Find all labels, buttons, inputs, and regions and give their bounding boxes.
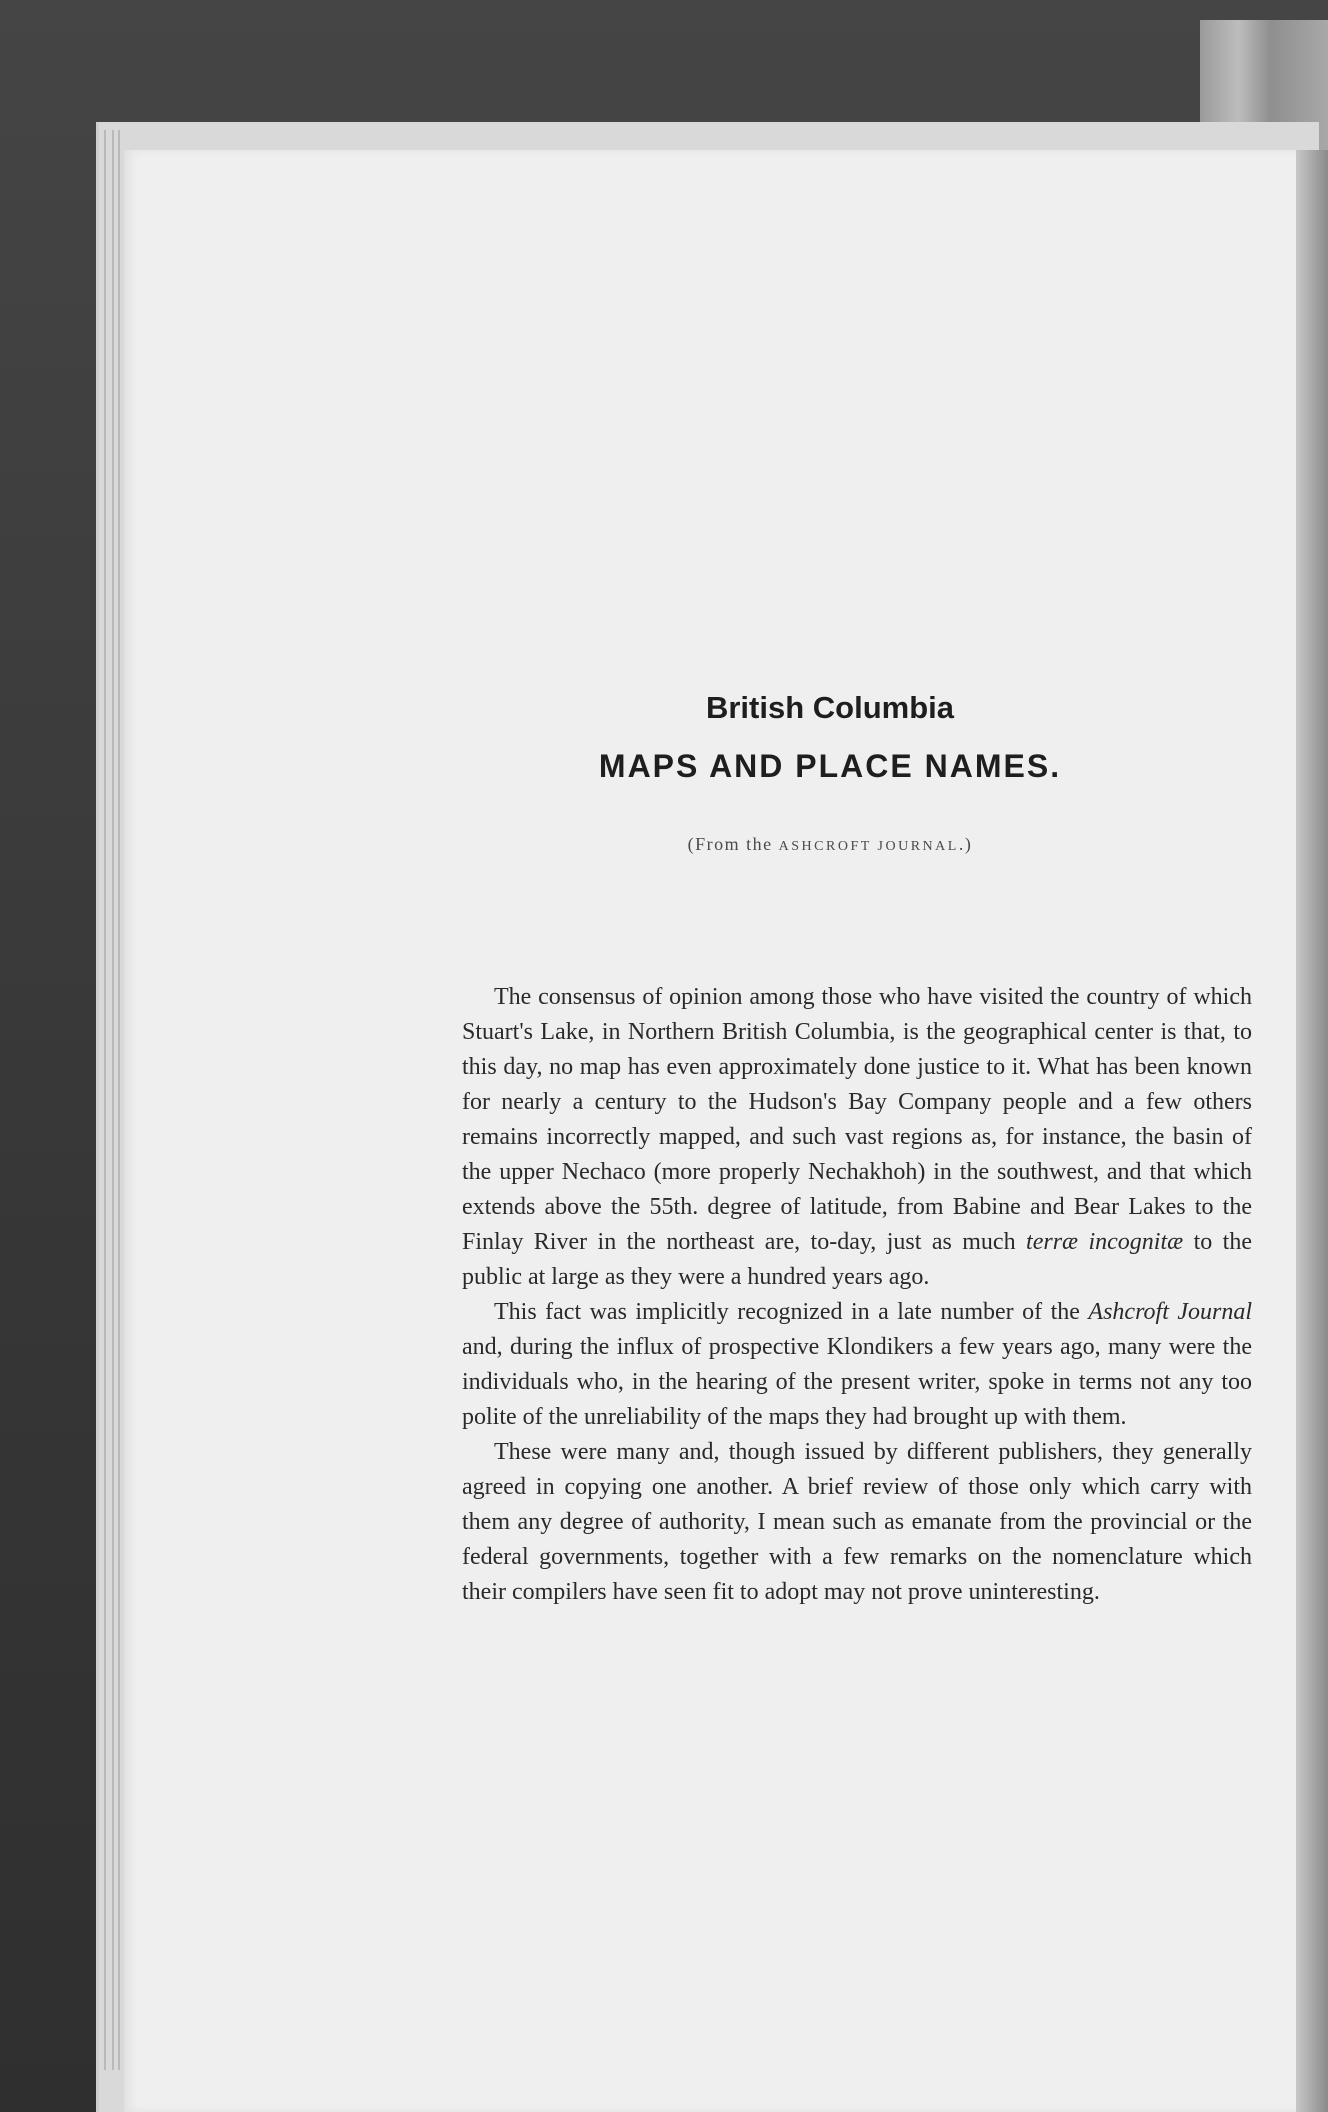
source-note xyxy=(460,834,1200,855)
page-edge-line xyxy=(104,130,106,2070)
page-edge-line xyxy=(112,130,114,2070)
source-note-close: .) xyxy=(958,834,973,854)
paragraph-2-text: This fact was implicitly recognized in a late number of the xyxy=(494,1299,1089,1325)
section-subtitle: British Columbia xyxy=(705,690,954,725)
page-title: MAPS AND PLACE NAMES. xyxy=(598,748,1062,784)
paragraph-1-text-end: to the public at large as they were a hundred years ago. xyxy=(462,1229,1253,1290)
paragraph-3-text: These were many and, though issued by different publishers, they generally agreed in copying one another. A brief review of those only which carry with them any degree of authority, I mean such as emanate from the provincial or the federal governments, together with a few remarks on the nomenclature which their compilers have seen fit to adopt may not prove uninteresting. xyxy=(462,1439,1252,1605)
paragraph-2-text-end: and, during the influx of prospective Klondikers a few years ago, many were the individuals who, in the hearing of the present writer, spoke in terms not any too polite of the unreliability of the maps they had brought up with them. xyxy=(462,1334,1252,1430)
page-gutter-shadow xyxy=(1296,150,1328,2112)
paragraph-3 xyxy=(462,1435,1252,1610)
paragraph-2-italic: Ashcroft Journal xyxy=(1088,1299,1252,1325)
source-note-journal: ASHCROFT JOURNAL xyxy=(778,839,959,854)
paragraph-2 xyxy=(462,1295,1252,1435)
paragraph-1-italic: terræ incognitæ xyxy=(1026,1229,1184,1255)
page-edge-line xyxy=(118,130,120,2070)
source-note-open: (From the xyxy=(687,834,779,854)
paragraph-1 xyxy=(462,980,1252,1295)
paragraph-1-text: The consensus of opinion among those who have visited the country of which Stuart's Lake, in Northern British Columbia, is the geographical center is that, to this day, no map has even approximately done justice to it. What has been known for nearly a century to the Hudson's Bay Company people and a few others remains incorrectly mapped, and such vast regions as, for instance, the basin of the upper Nechaco (more properly Nechakhoh) in the southwest, and that which extends above the 55th. degree of latitude, from Babine and Bear Lakes to the Finlay River in the northeast are, to-day, just as much xyxy=(462,984,1252,1255)
article-body xyxy=(462,980,1252,1610)
